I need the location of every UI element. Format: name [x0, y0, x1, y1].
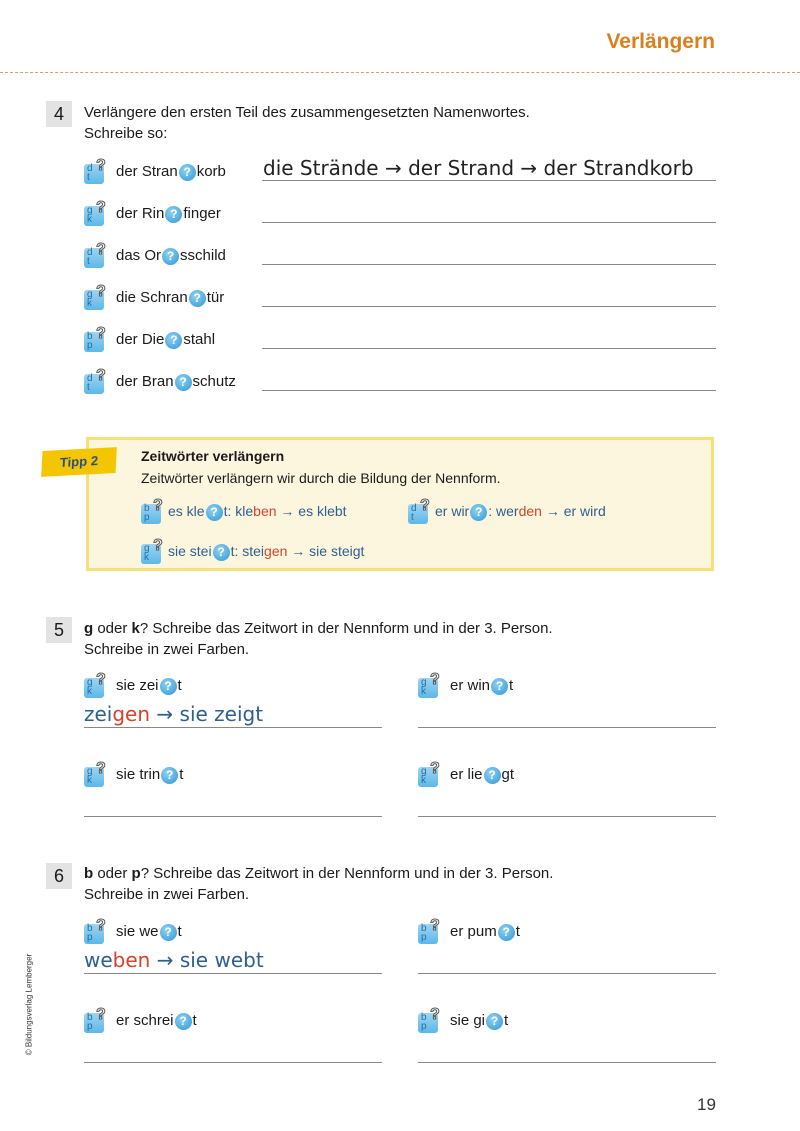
tip-heading: Zeitwörter verlängern: [141, 448, 285, 464]
highlight: den: [518, 503, 542, 520]
tip-text: Zeitwörter verlängern wir durch die Bildung der Nennform.: [141, 470, 501, 486]
word-post: t: [515, 923, 520, 941]
tip-example: [141, 537, 365, 564]
text: t: kle: [223, 503, 254, 520]
question-circle-icon: ?: [175, 374, 192, 391]
answer-line[interactable]: [262, 390, 716, 391]
letter-top: g: [87, 766, 93, 777]
text: es kle: [168, 503, 205, 520]
question-mark-icon: ?: [96, 241, 106, 258]
letter-top: b: [144, 503, 150, 514]
letter-top: g: [87, 677, 93, 688]
question-mark-icon: ?: [153, 537, 163, 554]
word-item: [84, 671, 182, 698]
letter-bottom: p: [87, 340, 93, 351]
answer-line[interactable]: [262, 348, 716, 349]
question-mark-icon: ?: [96, 917, 106, 934]
letter-choice-icon: [84, 367, 106, 394]
letter-choice-icon: [84, 283, 106, 310]
task5-instruction: [84, 618, 553, 660]
question-circle-icon: ?: [213, 544, 230, 561]
letter-bottom: k: [87, 214, 92, 225]
answer-line[interactable]: [262, 264, 716, 265]
letter-bottom: p: [421, 932, 427, 943]
question-mark-icon: ?: [96, 1006, 106, 1023]
word-item: [84, 917, 182, 944]
word-pre: sie gi: [450, 1012, 486, 1030]
task4-instruction: [84, 102, 530, 144]
letter-top: b: [87, 1012, 93, 1023]
letter-top: d: [87, 373, 93, 384]
letter-bottom: k: [87, 298, 92, 309]
answer-line[interactable]: [84, 1062, 382, 1063]
question-circle-icon: ?: [175, 1013, 192, 1030]
bold-letter: p: [131, 865, 141, 882]
word-pre: sie we: [116, 923, 159, 941]
highlight: gen: [112, 702, 151, 726]
page-title: Verlängern: [606, 30, 715, 53]
word-item: [84, 241, 226, 268]
word-item: [84, 760, 184, 787]
word-post: finger: [183, 205, 221, 223]
word-pre: er win: [450, 677, 491, 695]
word-post: stahl: [183, 331, 216, 349]
letter-bottom: k: [87, 775, 92, 786]
instruction-line: Schreibe in zwei Farben.: [84, 886, 250, 903]
word-post: gt: [501, 766, 515, 784]
question-circle-icon: ?: [470, 504, 487, 521]
letter-choice-icon: [418, 1006, 440, 1033]
letter-choice-icon: [418, 917, 440, 944]
header-divider: [0, 72, 800, 73]
letter-bottom: t: [87, 172, 90, 183]
letter-choice-icon: [418, 671, 440, 698]
letter-bottom: t: [411, 512, 414, 523]
word-item: [418, 760, 515, 787]
word-post: t: [504, 1012, 509, 1030]
text: we: [84, 948, 113, 972]
question-circle-icon: ?: [179, 164, 196, 181]
text: → es klebt: [276, 503, 347, 520]
highlight: gen: [264, 543, 288, 560]
letter-choice-icon: [84, 241, 106, 268]
letter-top: d: [87, 247, 93, 258]
question-circle-icon: ?: [160, 924, 177, 941]
question-mark-icon: ?: [96, 367, 106, 384]
letter-bottom: k: [421, 686, 426, 697]
letter-choice-icon: [408, 497, 430, 524]
question-mark-icon: ?: [96, 199, 106, 216]
letter-choice-icon: [84, 157, 106, 184]
text: : wer: [488, 503, 519, 520]
letter-bottom: p: [87, 1021, 93, 1032]
text: oder: [93, 865, 132, 882]
text: → sie steigt: [287, 543, 365, 560]
letter-top: g: [421, 677, 427, 688]
tip-badge: Tipp 2: [41, 447, 117, 477]
copyright: © Bildungsverlag Lemberger: [24, 953, 34, 1056]
question-circle-icon: ?: [498, 924, 515, 941]
word-pre: der Die: [116, 331, 165, 349]
question-circle-icon: ?: [161, 767, 178, 784]
letter-top: g: [421, 766, 427, 777]
question-circle-icon: ?: [160, 678, 177, 695]
word-post: t: [509, 677, 514, 695]
answer-line[interactable]: [418, 1062, 716, 1063]
instruction-line: Verlängere den ersten Teil des zusammengesetzten Namenwortes.: [84, 104, 530, 121]
word-post: t: [177, 677, 182, 695]
word-item: [84, 157, 226, 184]
question-circle-icon: ?: [189, 290, 206, 307]
question-mark-icon: ?: [96, 760, 106, 777]
word-item: [418, 1006, 509, 1033]
question-mark-icon: ?: [96, 283, 106, 300]
answer-line[interactable]: [262, 306, 716, 307]
answer-line[interactable]: [262, 180, 716, 181]
word-item: [84, 1006, 197, 1033]
text: → er wird: [541, 503, 606, 520]
answer-text: die Strände → der Strand → der Strandkorb: [263, 156, 694, 180]
question-mark-icon: ?: [430, 760, 440, 777]
letter-top: d: [87, 163, 93, 174]
letter-choice-icon: [84, 1006, 106, 1033]
question-circle-icon: ?: [491, 678, 508, 695]
letter-bottom: k: [87, 686, 92, 697]
text: ? Schreibe das Zeitwort in der Nennform und in der 3. Person.: [140, 865, 554, 882]
letter-top: g: [87, 289, 93, 300]
answer-line[interactable]: [418, 816, 716, 817]
word-item: [418, 671, 514, 698]
task-number-5: 5: [46, 617, 72, 643]
word-post: t: [192, 1012, 197, 1030]
answer-text: [84, 948, 264, 972]
word-pre: der Stran: [116, 163, 178, 181]
question-circle-icon: ?: [486, 1013, 503, 1030]
page-number: 19: [697, 1095, 716, 1114]
letter-bottom: k: [421, 775, 426, 786]
answer-line[interactable]: [84, 816, 382, 817]
letter-choice-icon: [84, 671, 106, 698]
question-mark-icon: ?: [96, 157, 106, 174]
text: sie stei: [168, 543, 212, 560]
answer-line[interactable]: [84, 973, 382, 974]
bold-letter: k: [131, 620, 140, 637]
answer-line[interactable]: [418, 973, 716, 974]
word-post: t: [179, 766, 184, 784]
question-circle-icon: ?: [165, 332, 182, 349]
letter-choice-icon: [418, 760, 440, 787]
question-mark-icon: ?: [430, 917, 440, 934]
letter-bottom: p: [144, 512, 150, 523]
task-number-4: 4: [46, 101, 72, 127]
word-item: [84, 325, 216, 352]
tip-example: [408, 497, 606, 524]
question-circle-icon: ?: [165, 206, 182, 223]
answer-line[interactable]: [84, 727, 382, 728]
word-pre: das Or: [116, 247, 162, 265]
letter-choice-icon: [84, 199, 106, 226]
letter-bottom: p: [87, 932, 93, 943]
task6-instruction: [84, 863, 553, 905]
question-mark-icon: ?: [96, 325, 106, 342]
word-item: [418, 917, 520, 944]
question-circle-icon: ?: [206, 504, 223, 521]
letter-top: b: [87, 331, 93, 342]
question-mark-icon: ?: [153, 497, 163, 514]
word-item: [84, 367, 236, 394]
word-pre: der Rin: [116, 205, 165, 223]
word-post: korb: [196, 163, 226, 181]
text: zei: [84, 702, 113, 726]
letter-bottom: t: [87, 256, 90, 267]
letter-choice-icon: [84, 325, 106, 352]
instruction-line: Schreibe in zwei Farben.: [84, 641, 250, 658]
word-pre: sie zei: [116, 677, 159, 695]
letter-choice-icon: [141, 537, 163, 564]
highlight: ben: [253, 503, 277, 520]
bold-letter: b: [84, 865, 94, 882]
bold-letter: g: [84, 620, 94, 637]
question-circle-icon: ?: [162, 248, 179, 265]
answer-line[interactable]: [262, 222, 716, 223]
word-pre: er pum: [450, 923, 497, 941]
word-pre: die Schran: [116, 289, 188, 307]
text: → sie webt: [150, 948, 264, 972]
word-item: [84, 199, 221, 226]
letter-top: d: [411, 503, 417, 514]
question-mark-icon: ?: [96, 671, 106, 688]
text: er wir: [435, 503, 470, 520]
letter-choice-icon: [84, 917, 106, 944]
answer-text: [84, 702, 263, 726]
word-post: schutz: [192, 373, 236, 391]
text: t: stei: [230, 543, 265, 560]
text: oder: [93, 620, 132, 637]
task-number-6: 6: [46, 863, 72, 889]
word-post: t: [177, 923, 182, 941]
word-pre: sie trin: [116, 766, 161, 784]
question-mark-icon: ?: [430, 671, 440, 688]
question-mark-icon: ?: [430, 1006, 440, 1023]
letter-top: b: [87, 923, 93, 934]
question-circle-icon: ?: [484, 767, 501, 784]
tip-example: [141, 497, 347, 524]
instruction-line: Schreibe so:: [84, 125, 168, 142]
letter-top: b: [421, 1012, 427, 1023]
word-pre: er schrei: [116, 1012, 174, 1030]
word-post: tür: [206, 289, 225, 307]
letter-bottom: k: [144, 552, 149, 563]
letter-top: g: [87, 205, 93, 216]
text: ? Schreibe das Zeitwort in der Nennform und in der 3. Person.: [139, 620, 553, 637]
letter-top: g: [144, 543, 150, 554]
word-item: [84, 283, 225, 310]
letter-bottom: t: [87, 382, 90, 393]
text: → sie zeigt: [150, 702, 264, 726]
letter-top: b: [421, 923, 427, 934]
word-pre: der Bran: [116, 373, 174, 391]
word-post: sschild: [180, 247, 226, 265]
answer-line[interactable]: [418, 727, 716, 728]
question-mark-icon: ?: [420, 497, 430, 514]
letter-choice-icon: [141, 497, 163, 524]
highlight: ben: [112, 948, 151, 972]
letter-bottom: p: [421, 1021, 427, 1032]
letter-choice-icon: [84, 760, 106, 787]
word-pre: er lie: [450, 766, 483, 784]
